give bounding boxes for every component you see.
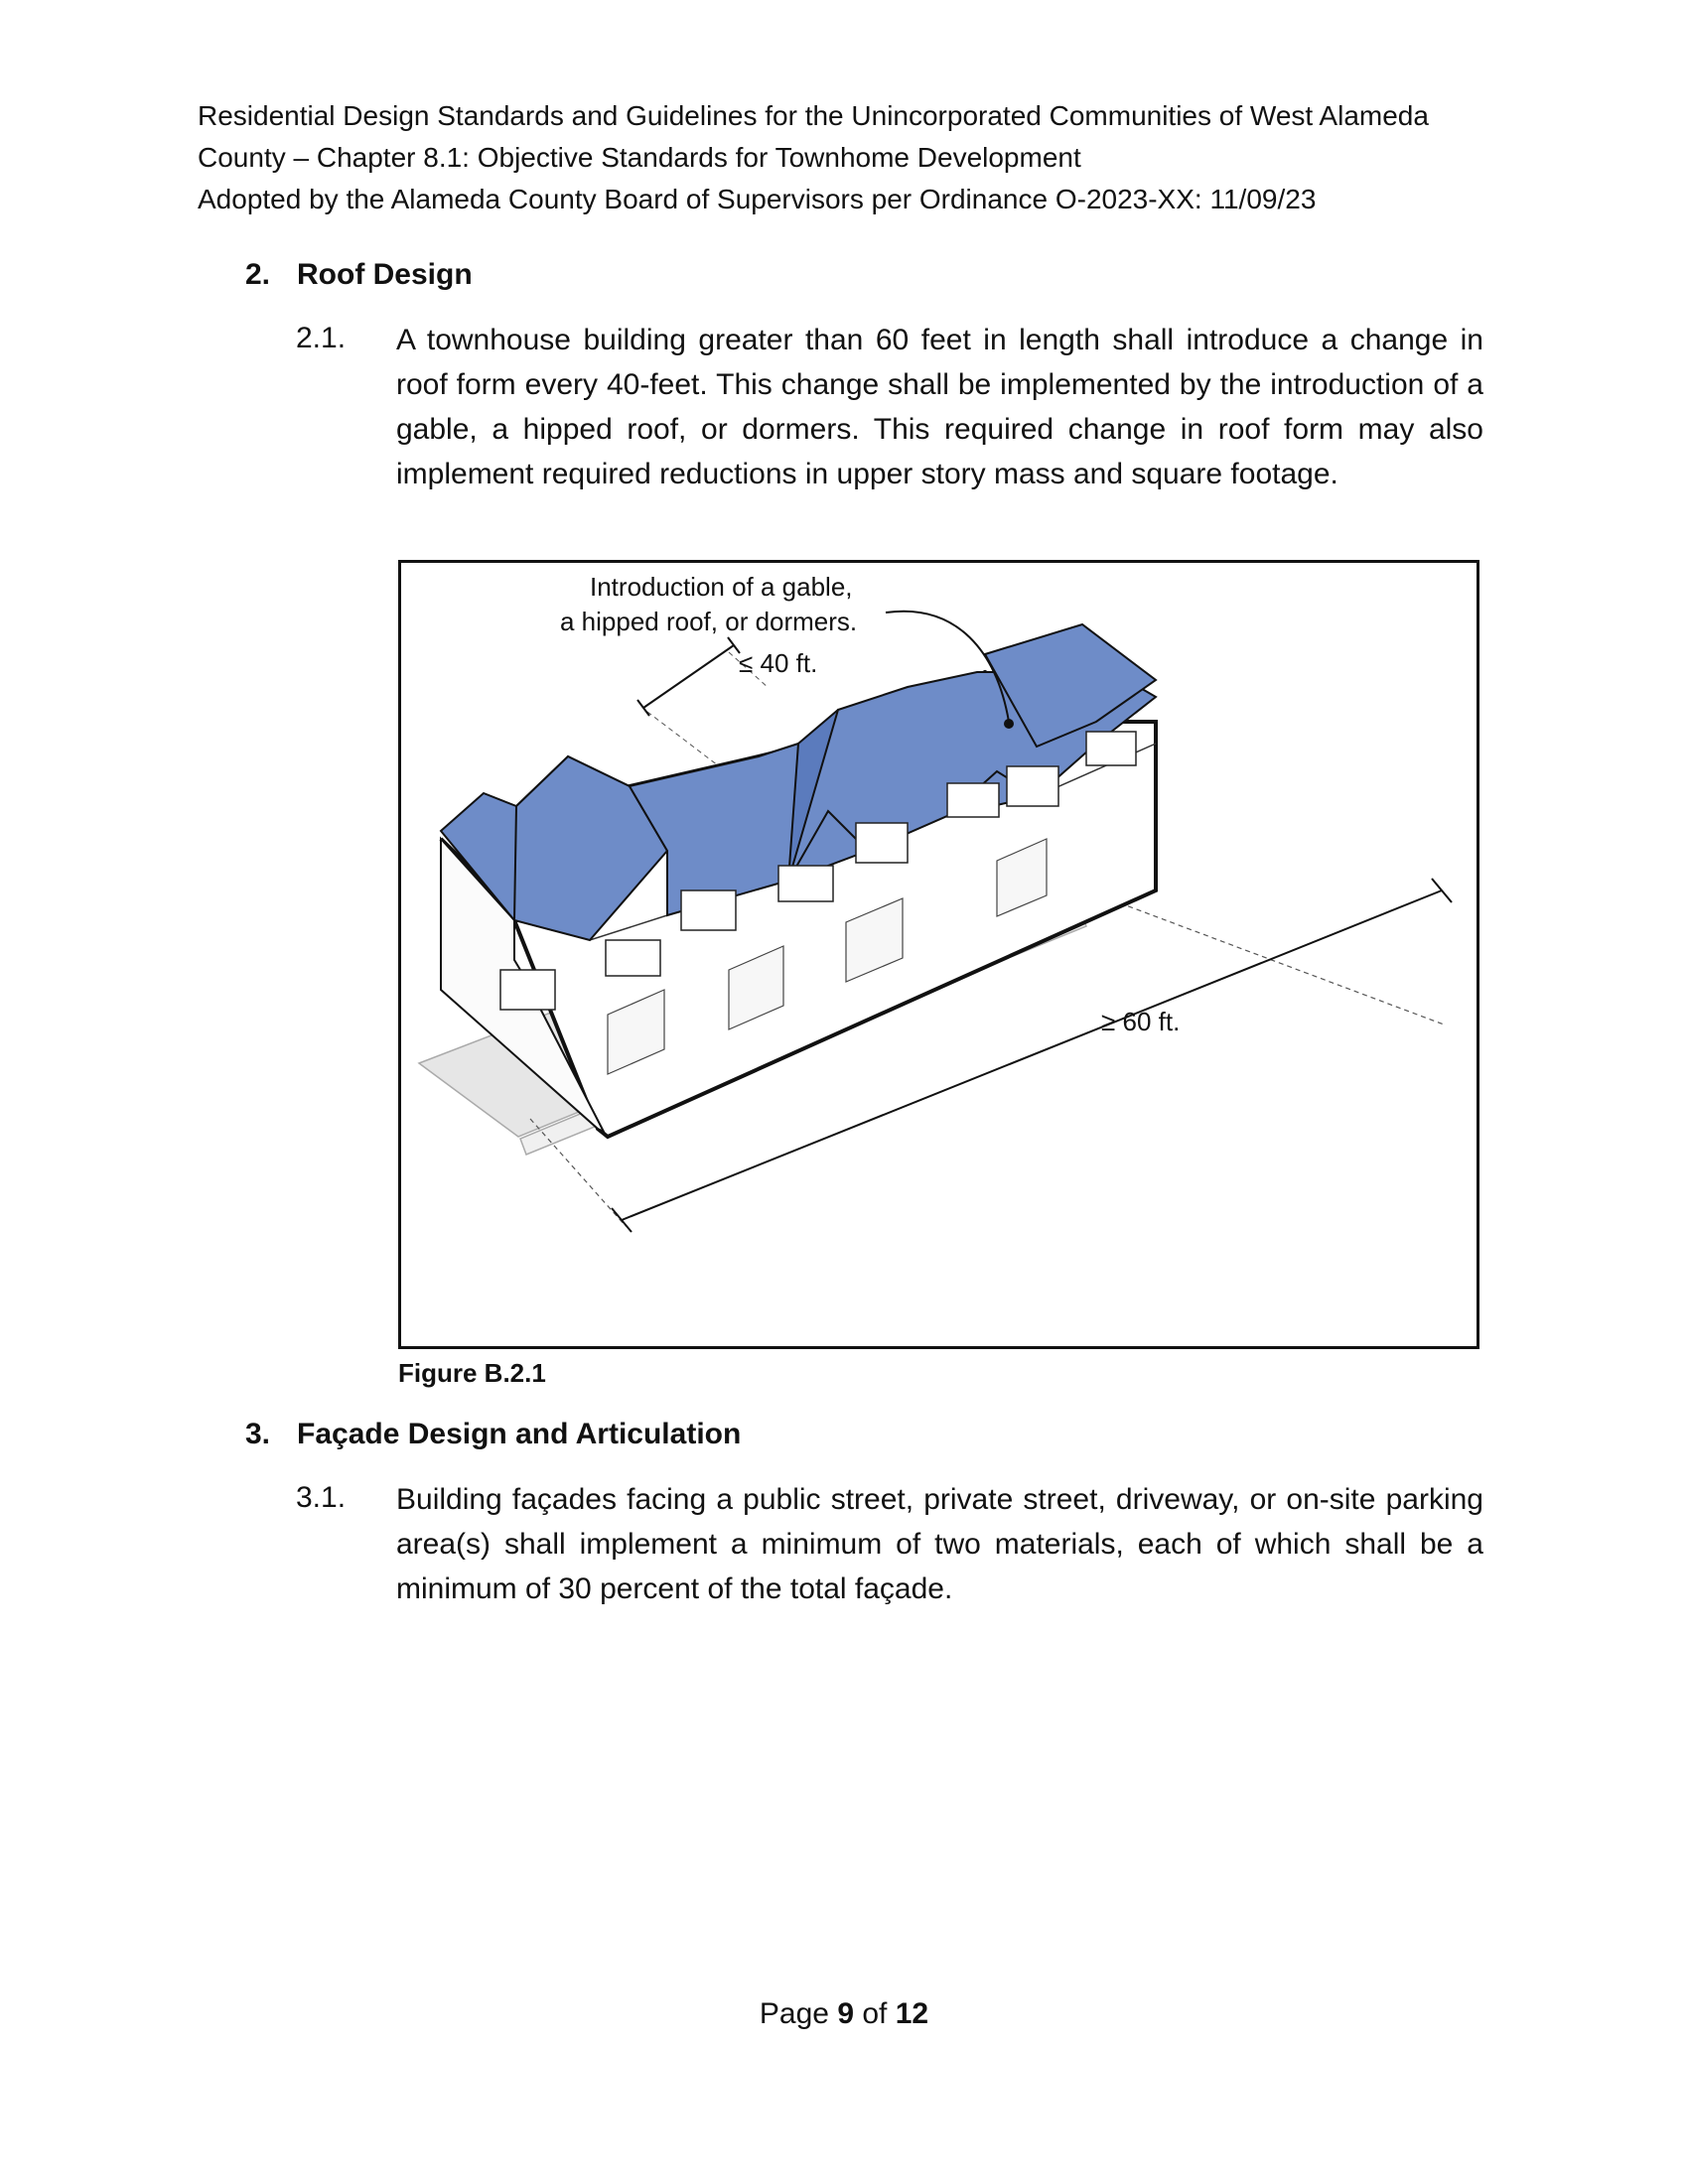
section-heading-facade-design bbox=[245, 1418, 741, 1451]
page-of: of bbox=[862, 1997, 888, 2030]
dimension-tick bbox=[1432, 879, 1452, 902]
item-text-facade: Building façades facing a public street, private street, driveway, or on-site parking area(s) shall implement a minimum of two materials, each of which shall be a minimum of 30 percent of the total façade. bbox=[396, 1483, 1483, 1605]
header-line-1: Residential Design Standards and Guidelines for the Unincorporated Communities of West Alameda bbox=[198, 100, 1429, 131]
dimension-label-short: ≤ 40 ft. bbox=[739, 648, 818, 678]
window bbox=[778, 866, 833, 901]
townhouse-illustration bbox=[401, 563, 1477, 1346]
dimension-line-short bbox=[643, 645, 734, 708]
section-heading-roof-design bbox=[245, 258, 473, 292]
dimension-label-long: ≥ 60 ft. bbox=[1101, 1007, 1181, 1036]
window bbox=[856, 823, 908, 863]
window bbox=[1086, 732, 1136, 765]
page-footer bbox=[0, 1997, 1688, 2031]
callout-dot bbox=[1004, 719, 1014, 729]
section-title: Roof Design bbox=[297, 258, 473, 291]
item-number: 3.1. bbox=[296, 1481, 347, 1514]
document-header bbox=[198, 95, 1528, 220]
figure-townhouse-roof bbox=[398, 560, 1479, 1349]
section-title: Façade Design and Articulation bbox=[297, 1418, 742, 1450]
window bbox=[606, 940, 660, 976]
section-number: 2. bbox=[245, 258, 271, 291]
item-number: 2.1. bbox=[296, 322, 347, 354]
header-line-3: Adopted by the Alameda County Board of Supervisors per Ordinance O-2023-XX: 11/09/23 bbox=[198, 184, 1317, 214]
dimension-tick bbox=[612, 1208, 632, 1232]
window bbox=[681, 890, 736, 930]
page-label: Page bbox=[759, 1997, 829, 2030]
window bbox=[1007, 766, 1058, 806]
callout-line-1: Introduction of a gable, bbox=[590, 572, 853, 602]
section-number: 3. bbox=[245, 1418, 271, 1450]
window bbox=[500, 970, 555, 1010]
figure-caption: Figure B.2.1 bbox=[398, 1358, 546, 1388]
callout-line-2: a hipped roof, or dormers. bbox=[560, 607, 858, 636]
window bbox=[947, 783, 999, 817]
current-page: 9 bbox=[837, 1997, 854, 2030]
header-line-2: County – Chapter 8.1: Objective Standards for Townhome Development bbox=[198, 142, 1081, 173]
dimension-tick bbox=[637, 700, 649, 716]
item-text-roof: A townhouse building greater than 60 feet in length shall introduce a change in roof form every 40-feet. This change shall be implemented by the introduction of a gable, a hipped roof, or dormers. This required change in roof form may also implement required reductions in upper story mass and square footage. bbox=[396, 324, 1483, 490]
total-pages: 12 bbox=[895, 1997, 929, 2030]
